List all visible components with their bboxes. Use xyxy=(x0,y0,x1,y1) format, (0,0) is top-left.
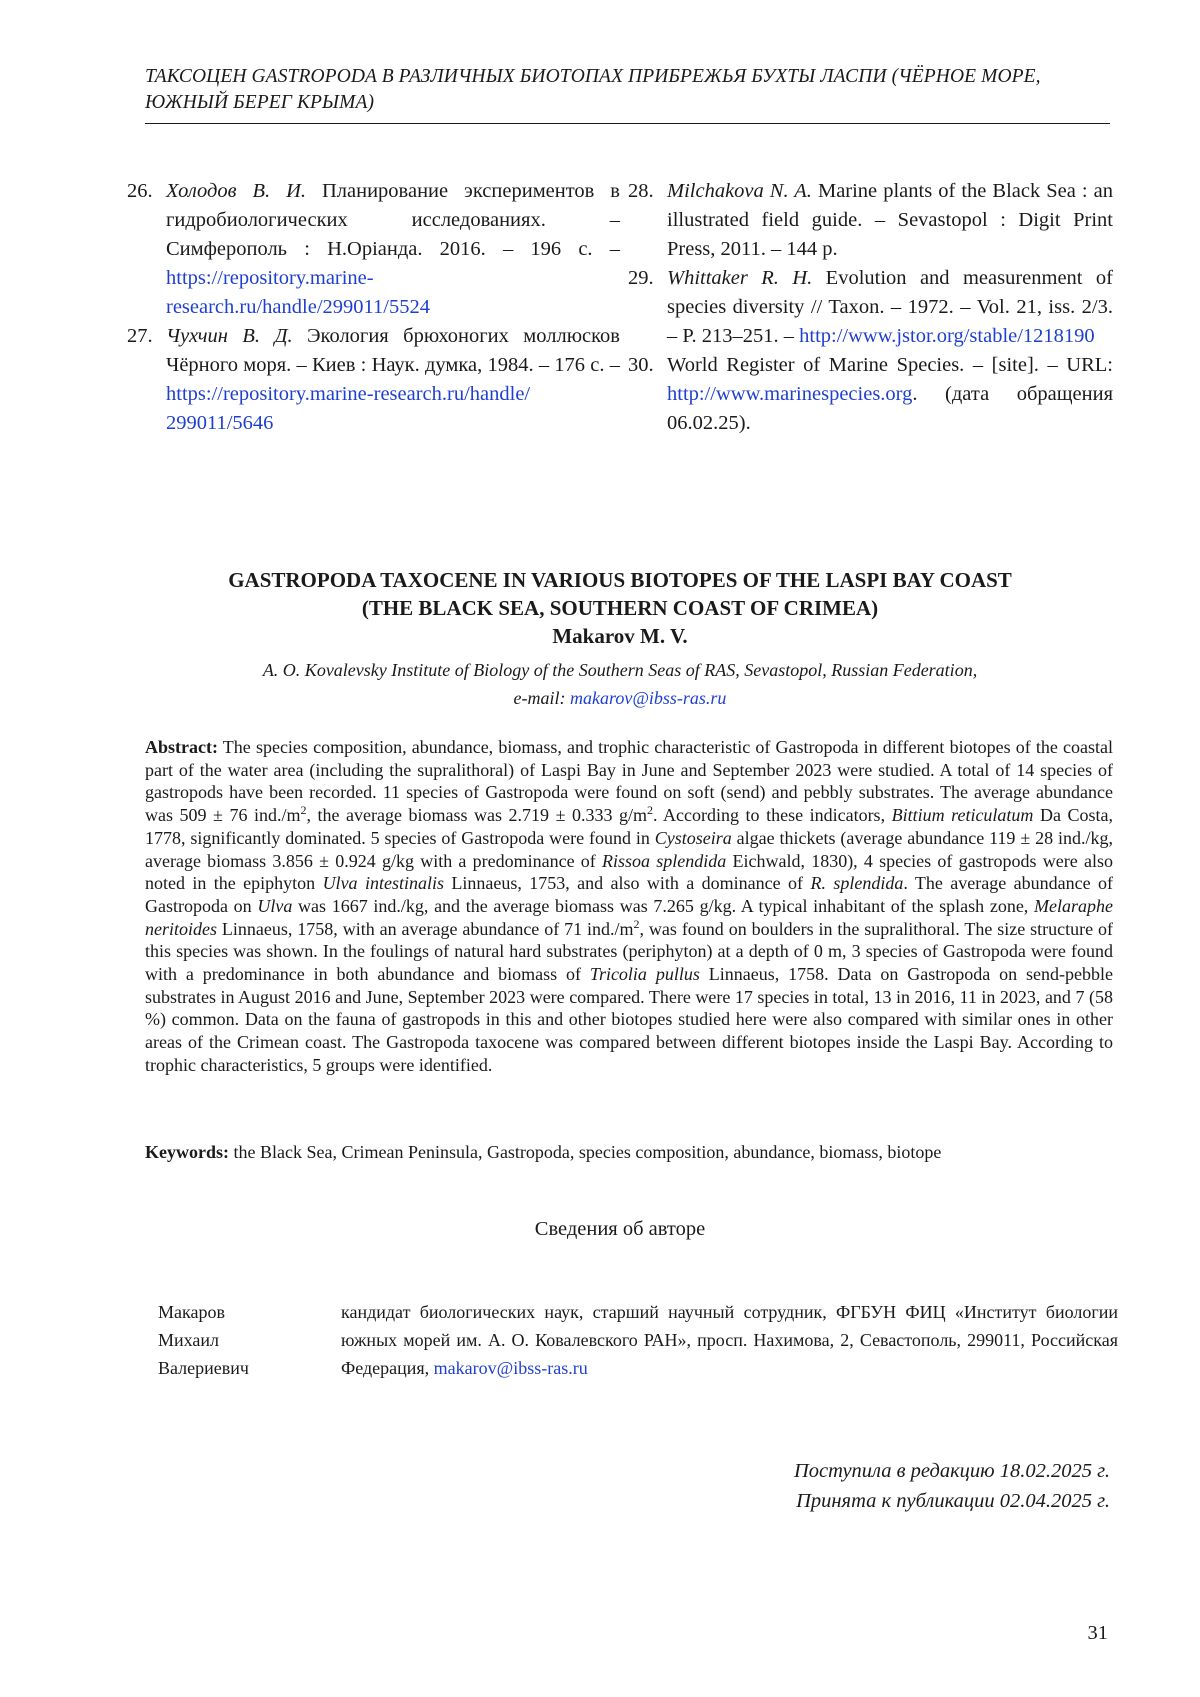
abstract-text: The species composition, abundance, biomass, and trophic characteristic of Gastropoda in different biotopes of the coastal part of the water area (including the supralithoral) of Laspi Bay in June and September 2023 were studied. A total of 14 species of gastropods have been recorded. 11 species of Gastropoda were found on soft (send) and pebbly substrates. The average abundance was 509 ± 76 ind./m xyxy=(145,737,1113,826)
reference-link[interactable]: https://repository.marine-research.ru/handle/ 299011/5646 xyxy=(166,383,531,434)
header-rule xyxy=(145,123,1110,124)
author-info-table xyxy=(158,1298,1118,1382)
reference-number: 29. xyxy=(628,267,654,289)
author-info-heading: Сведения об авторе xyxy=(534,1218,706,1240)
reference-text: Evolution and measurenment of species diversity // Taxon. – 1972. – Vol. 21, iss. 2/3. – P. 213–251. – xyxy=(667,267,1113,347)
reference-after: . (дата обращения 06.02.25). xyxy=(667,383,1113,434)
author-full-name xyxy=(158,1298,341,1382)
keywords-text: the Black Sea, Crimean Peninsula, Gastropoda, species composition, abundance, biomass, biotope xyxy=(229,1142,942,1162)
reference-link[interactable]: http://www.jstor.org/stable/1218190 xyxy=(799,325,1095,347)
abstract-text: Da Costa, 1778, significantly dominated. 5 species of Gastropoda were found in xyxy=(145,805,1113,848)
affiliation-email-line xyxy=(130,684,1110,712)
abstract-text: . The average abundance of Gastropoda on xyxy=(145,873,1113,916)
superscript: 2 xyxy=(633,916,640,931)
reference-item xyxy=(628,177,1113,264)
abstract-text: algae thickets (average abundance 119 ± 28 ind./kg, average biomass 3.856 ± 0.924 g/kg with a predominance of xyxy=(145,827,1113,871)
abstract-text: Linnaeus, 1758. Data on Gastropoda on send-pebble substrates in August 2016 and June, September 2023 were compared. There were 17 species in total, 13 in 2016, 11 in 2023, and 7 (58 %) common. Data on the fauna of gastropods in this and other biotopes studied here were also compared with similar ones in other areas of the Crimean coast. The Gastropoda taxocene was compared between different biotopes inside the Laspi Bay. According to trophic characteristics, 5 groups were identified. xyxy=(145,964,1113,1075)
references-right xyxy=(628,177,1113,438)
publication-dates xyxy=(794,1456,1110,1516)
abstract-text: Linnaeus, 1758, with an average abundance of 71 ind./m xyxy=(217,918,634,939)
reference-body xyxy=(166,322,620,438)
abstract-text: Eichwald, 1830), 4 species of gastropods were also noted in the epiphyton xyxy=(145,850,1113,894)
received-date: Поступила в редакцию 18.02.2025 г. xyxy=(794,1460,1110,1482)
reference-author: Чухчин В. Д. xyxy=(166,325,293,347)
reference-item xyxy=(628,351,1113,438)
keywords-label: Keywords: xyxy=(145,1142,229,1162)
reference-item xyxy=(127,322,620,438)
author-patronymic: Валериевич xyxy=(158,1358,249,1378)
species-name: Melaraphe neritoides xyxy=(145,895,1113,939)
running-head: ТАКСОЦЕН GASTROPODA В РАЗЛИЧНЫХ БИОТОПАХ ПРИБРЕЖЬЯ БУХТЫ ЛАСПИ (ЧЁРНОЕ МОРЕ, ЮЖНЫЙ БЕРЕГ КРЫМА) xyxy=(145,66,1041,113)
reference-number: 30. xyxy=(628,354,654,376)
superscript: 2 xyxy=(647,803,654,818)
author-first-name: Михаил xyxy=(158,1330,220,1350)
title-line-1: GASTROPODA TAXOCENE IN VARIOUS BIOTOPES OF THE LASPI BAY COAST xyxy=(228,568,1012,592)
reference-item xyxy=(127,177,620,322)
references-left xyxy=(127,177,620,438)
reference-author: Milchakova N. A. xyxy=(667,180,812,202)
reference-author: Whittaker R. H. xyxy=(667,267,813,289)
title-author: Makarov M. V. xyxy=(552,624,688,648)
reference-number: 28. xyxy=(628,180,654,202)
author-description-text: кандидат биологических наук, старший научный сотрудник, ФГБУН ФИЦ «Институт биологии южных морей им. А. О. Ковалевского РАН», просп. Нахимова, 2, Севастополь, 299011, Российская Федерация, xyxy=(341,1302,1118,1378)
reference-body xyxy=(667,351,1113,438)
reference-link[interactable]: http://www.marinespecies.org xyxy=(667,383,913,405)
species-name: Ulva xyxy=(257,895,293,916)
keywords xyxy=(145,1141,1113,1164)
abstract-text: was 1667 ind./kg, and the average biomass was 7.265 g/kg. A typical inhabitant of the splash zone, xyxy=(292,895,1034,916)
author-email-link[interactable]: makarov@ibss-ras.ru xyxy=(570,688,727,708)
accepted-date: Принята к публикации 02.04.2025 г. xyxy=(796,1490,1110,1512)
abstract-text: , the average biomass was 2.719 ± 0.333 g/m xyxy=(306,805,648,826)
english-title-block xyxy=(130,566,1110,650)
author-description xyxy=(341,1298,1118,1382)
species-name: R. splendida xyxy=(810,873,904,894)
reference-number: 27. xyxy=(127,325,153,347)
species-name: Bittium reticulatum xyxy=(891,805,1034,826)
abstract-text: . According to these indicators, xyxy=(653,805,892,826)
reference-number: 26. xyxy=(127,180,153,202)
reference-body xyxy=(166,177,620,322)
reference-text: World Register of Marine Species. – [site]. – URL: xyxy=(667,354,1113,376)
species-name: Tricolia pullus xyxy=(589,964,700,985)
species-name: Cystoseira xyxy=(654,827,732,848)
reference-body xyxy=(667,264,1113,351)
abstract-label: Abstract: xyxy=(145,737,218,757)
page-number: 31 xyxy=(1087,1622,1108,1644)
author-info-email-link[interactable]: makarov@ibss-ras.ru xyxy=(433,1358,588,1378)
reference-author: Холодов В. И. xyxy=(166,180,307,202)
title-line-2: (THE BLACK SEA, SOUTHERN COAST OF CRIMEA) xyxy=(361,596,879,620)
affiliation-institute: A. O. Kovalevsky Institute of Biology of the Southern Seas of RAS, Sevastopol, Russian Federation, xyxy=(262,660,978,680)
reference-text: Экология брюхоногих моллюсков Чёрного моря. – Киев : Наук. думка, 1984. – 176 с. – xyxy=(166,325,620,376)
abstract-text: Linnaeus, 1753, and also with a dominance of xyxy=(443,873,811,894)
reference-text: Планирование экспериментов в гидробиологических исследованиях. – Симферополь : Н.Оріанда. 2016. – 196 с. – xyxy=(166,180,620,260)
reference-item xyxy=(628,264,1113,351)
superscript: 2 xyxy=(300,803,307,818)
abstract-text: , was found on boulders in the supralithoral. The size structure of this species was shown. In the foulings of natural hard substrates (periphyton) at a depth of 0 m, 3 species of Gastropoda were found with a predominance in both abundance and biomass of xyxy=(145,918,1114,985)
author-surname: Макаров xyxy=(158,1302,225,1322)
reference-link[interactable]: https://repository.marine-research.ru/handle/299011/5524 xyxy=(166,267,430,318)
species-name: Rissoa splendida xyxy=(602,850,727,871)
affiliation xyxy=(130,656,1110,712)
abstract xyxy=(145,736,1113,1077)
reference-text: Marine plants of the Black Sea : an illustrated field guide. – Sevastopol : Digit Print Press, 2011. – 144 p. xyxy=(667,180,1113,260)
reference-body xyxy=(667,177,1113,264)
email-label: e-mail: xyxy=(513,688,571,708)
species-name: Ulva intestinalis xyxy=(322,873,444,894)
